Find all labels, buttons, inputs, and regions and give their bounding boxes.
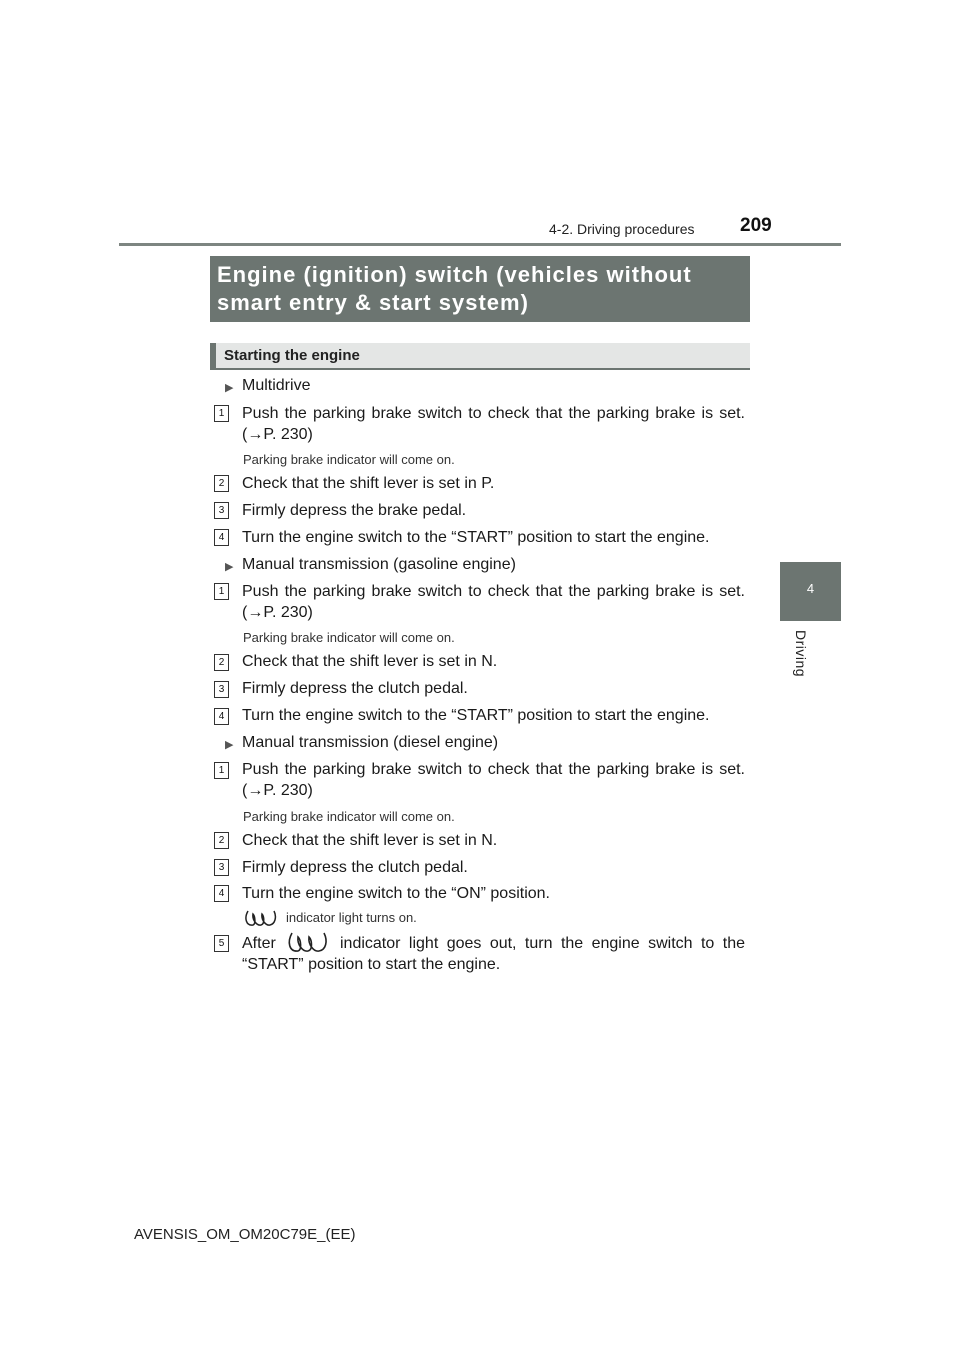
- chapter-tab: [780, 562, 841, 621]
- group-label-multidrive: Multidrive: [242, 377, 311, 394]
- step-text: Push the parking brake switch to check that the parking brake is set. (→P. 230): [242, 583, 745, 621]
- step-number-badge: 2: [214, 832, 229, 849]
- step-note: indicator light turns on.: [286, 910, 417, 925]
- step-text-before-icon: After: [242, 935, 276, 952]
- step-text: Check that the shift lever is set in N.: [242, 832, 498, 849]
- triangle-bullet-icon: ▶: [225, 382, 234, 394]
- step-text: Firmly depress the clutch pedal.: [242, 680, 468, 697]
- group-label-gasoline: Manual transmission (gasoline engine): [242, 556, 516, 573]
- step-number-badge: 2: [214, 654, 229, 671]
- step-note: Parking brake indicator will come on.: [243, 630, 455, 645]
- chapter-tab-label: Driving: [793, 630, 809, 678]
- triangle-bullet-icon: ▶: [225, 739, 234, 751]
- step-text: Turn the engine switch to the “ON” position.: [242, 885, 550, 902]
- step-number-badge: 1: [214, 405, 229, 422]
- subsection-heading: Starting the engine: [224, 347, 360, 364]
- step-text: Turn the engine switch to the “START” position to start the engine.: [242, 529, 710, 546]
- chapter-tab-number: 4: [806, 581, 815, 596]
- group-label-diesel: Manual transmission (diesel engine): [242, 734, 499, 751]
- step-text: Check that the shift lever is set in P.: [242, 475, 495, 492]
- triangle-bullet-icon: ▶: [225, 561, 234, 573]
- step-note: Parking brake indicator will come on.: [243, 452, 455, 467]
- step-text: Push the parking brake switch to check that the parking brake is set. (→P. 230): [242, 405, 745, 443]
- step-text: Push the parking brake switch to check that the parking brake is set. (→P. 230): [242, 761, 745, 799]
- document-code-footer: AVENSIS_OM_OM20C79E_(EE): [134, 1226, 356, 1243]
- step-number-badge: 3: [214, 502, 229, 519]
- step-number-badge: 3: [214, 681, 229, 698]
- step-text-after-icon: indicator light goes out, turn the engine switch to the “START” position to start the engine.: [242, 935, 745, 973]
- step-text: Check that the shift lever is set in N.: [242, 653, 498, 670]
- step-number-badge: 4: [214, 885, 229, 902]
- header-rule: [119, 243, 841, 246]
- subsection-accent-bar: [210, 343, 216, 368]
- step-number-badge: 1: [214, 762, 229, 779]
- step-number-badge: 5: [214, 935, 229, 952]
- step-number-badge: 4: [214, 708, 229, 725]
- section-title: Engine (ignition) switch (vehicles without smart entry & start system): [217, 262, 692, 315]
- step-number-badge: 2: [214, 475, 229, 492]
- step-number-badge: 3: [214, 859, 229, 876]
- step-note: Parking brake indicator will come on.: [243, 809, 455, 824]
- step-text: Firmly depress the clutch pedal.: [242, 859, 468, 876]
- subsection-heading-box: [210, 343, 750, 370]
- running-header-section: 4-2. Driving procedures: [549, 221, 695, 237]
- section-title-box: [210, 256, 750, 322]
- step-text: Firmly depress the brake pedal.: [242, 502, 467, 519]
- step-number-badge: 4: [214, 529, 229, 546]
- step-text: Turn the engine switch to the “START” position to start the engine.: [242, 707, 710, 724]
- glow-plug-indicator-icon: [244, 908, 278, 928]
- step-number-badge: 1: [214, 583, 229, 600]
- page-number: 209: [740, 215, 772, 236]
